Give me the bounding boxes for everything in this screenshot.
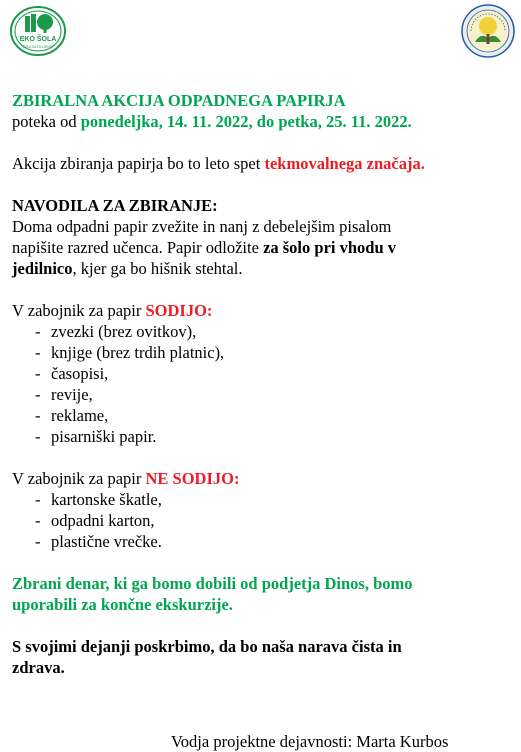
instructions-title: NAVODILA ZA ZBIRANJE: (12, 196, 218, 215)
list-item: - plastične vrečke. (35, 531, 512, 552)
instructions-line-2 (12, 237, 512, 258)
competition-line (12, 153, 512, 174)
list-item: - reklame, (35, 405, 512, 426)
instructions-line-2-bold: za šolo pri vhodu v (263, 238, 397, 257)
school-emblem-logo (461, 4, 515, 58)
money-note-line-1: Zbrani denar, ki ga bomo dobili od podjetja Dinos, bomo (12, 574, 413, 593)
eko-sola-logo (10, 6, 66, 56)
period-line (12, 111, 512, 132)
not-belongs-intro (12, 468, 512, 489)
list-item: - kartonske škatle, (35, 489, 512, 510)
logo-text-bottom: ŠOLA ZA ŽIVLJENJE (22, 45, 54, 49)
signature: Vodja projektne dejavnosti: Marta Kurbos (171, 732, 449, 751)
belongs-intro-text: V zabojnik za papir (12, 301, 146, 320)
period-prefix: poteka od (12, 112, 81, 131)
instructions-line-2-text: napišite razred učenca. Papir odložite (12, 238, 264, 257)
belongs-intro (12, 300, 512, 321)
money-note-line-2: uporabili za končne ekskurzije. (12, 595, 233, 614)
list-item: - zvezki (brez ovitkov), (35, 321, 512, 342)
list-item: - odpadni karton, (35, 510, 512, 531)
document-body (12, 90, 512, 678)
belongs-list (12, 321, 512, 447)
logo-text-top: EKO ŠOLA (19, 36, 57, 43)
closing-line-1: S svojimi dejanji poskrbimo, da bo naša narava čista in (12, 637, 402, 656)
not-belongs-label: NE SODIJO: (145, 469, 240, 488)
page-title: ZBIRALNA AKCIJA ODPADNEGA PAPIRJA (12, 91, 346, 110)
competition-text: Akcija zbiranja papirja bo to leto spet (12, 154, 265, 173)
not-belongs-list (12, 489, 512, 552)
period-from-date: , 14. 11. 2022, (158, 112, 257, 131)
period-to-date: , 25. 11. 2022. (317, 112, 412, 131)
list-item: - revije, (35, 384, 512, 405)
instructions-line-3 (12, 258, 512, 279)
instructions-line-3-text: , kjer ga bo hišnik stehtal. (72, 259, 243, 278)
list-item: - knjige (brez trdih platnic), (35, 342, 512, 363)
period-from-day: ponedeljka (80, 112, 159, 131)
belongs-label: SODIJO: (145, 301, 213, 320)
list-item: - časopisi, (35, 363, 512, 384)
instructions-line-3-bold: jedilnico (12, 259, 73, 278)
period-to-day: do petka (256, 112, 318, 131)
instructions-line-1: Doma odpadni papir zvežite in nanj z debelejšim pisalom (12, 217, 392, 236)
not-belongs-intro-text: V zabojnik za papir (12, 469, 146, 488)
competition-highlight: tekmovalnega značaja. (264, 154, 425, 173)
closing-line-2: zdrava. (12, 658, 65, 677)
list-item: - pisarniški papir. (35, 426, 512, 447)
